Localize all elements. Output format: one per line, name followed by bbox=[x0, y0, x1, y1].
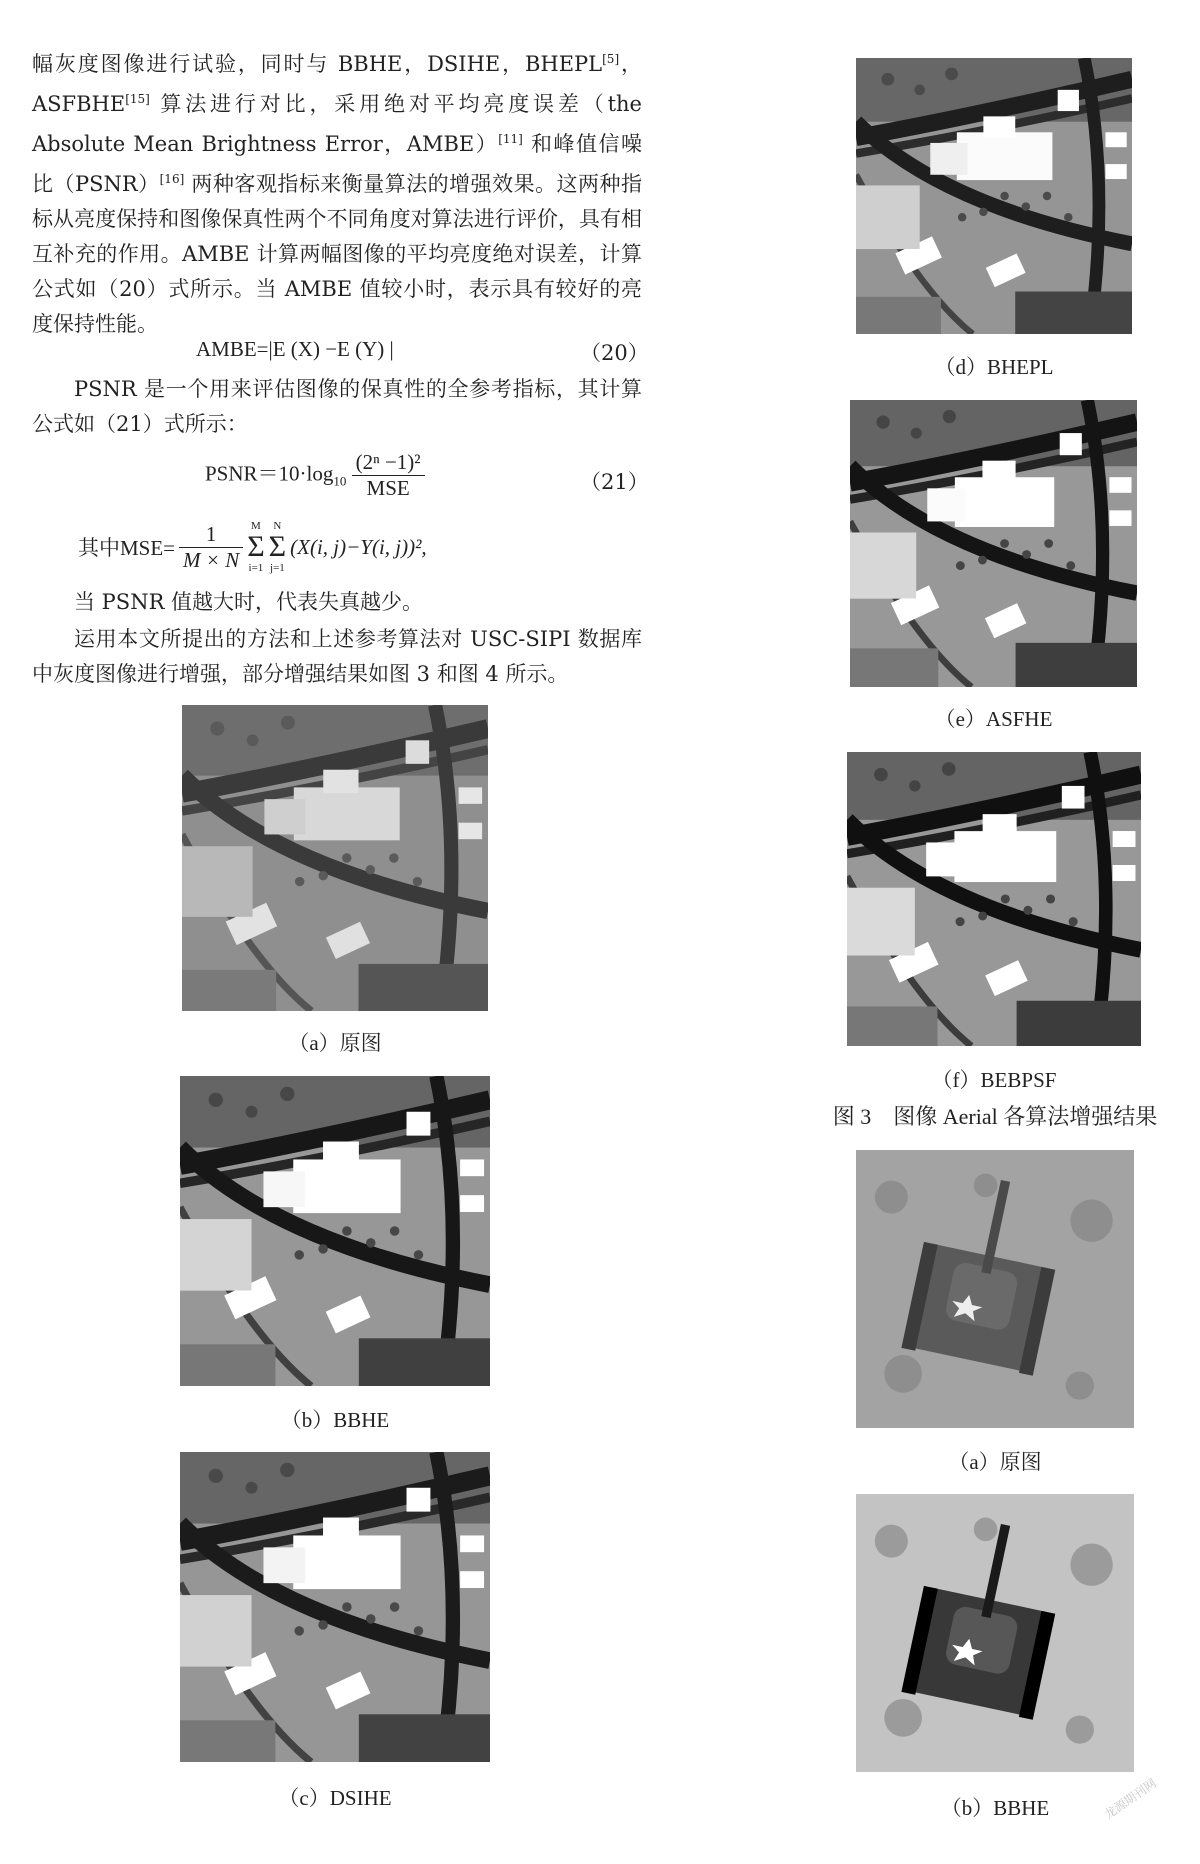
sum-lower: j=1 bbox=[270, 562, 285, 574]
fraction-numerator: 1 bbox=[179, 522, 243, 548]
body-paragraph-2: PSNR 是一个用来评估图像的保真性的全参考指标，其计算公式如（21）式所示： bbox=[32, 377, 642, 436]
sum-upper: N bbox=[273, 520, 282, 532]
figure-3-caption: 图 3 图像 Aerial 各算法增强结果 bbox=[832, 1104, 1158, 1129]
paragraph-text: 和峰值信噪比（PSNR） bbox=[32, 132, 642, 196]
figure-3e-caption: （e）ASFHE bbox=[934, 707, 1053, 731]
paragraph-text: ，ASFBHE bbox=[32, 52, 642, 116]
equation-21-number: （21） bbox=[580, 470, 649, 494]
watermark: 龙源期刊网 bbox=[1101, 1775, 1159, 1822]
equation-21 bbox=[205, 450, 425, 501]
figure-3f-caption: （f）BEBPSF bbox=[931, 1068, 1057, 1092]
sum-j: N Σ j=1 bbox=[268, 520, 287, 574]
equation-20-number: （20） bbox=[580, 341, 649, 365]
citation-ref: [15] bbox=[125, 92, 150, 106]
equation-mse bbox=[78, 520, 427, 574]
figure-3a-caption: （a）原图 bbox=[288, 1031, 382, 1055]
paragraph-text: 幅灰度图像进行试验，同时与 BBHE，DSIHE，BHEPL bbox=[32, 52, 603, 76]
figure-3f-image bbox=[847, 752, 1141, 1046]
figure-4a-image bbox=[856, 1150, 1134, 1428]
body-paragraph-3: 当 PSNR 值越大时，代表失真越少。 bbox=[74, 590, 424, 614]
sum-lower: i=1 bbox=[248, 562, 264, 574]
figure-4a-caption: （a）原图 bbox=[948, 1450, 1042, 1474]
sum-upper: M bbox=[251, 520, 261, 532]
fraction-numerator: (2ⁿ −1)² bbox=[352, 450, 425, 476]
citation-ref: [11] bbox=[498, 132, 523, 146]
paragraph-text: 算法进行对比，采用绝对平均亮度误差（the Absolute Mean Brightness Error，AMBE） bbox=[32, 92, 642, 156]
citation-ref: [16] bbox=[159, 172, 185, 186]
figure-3a-image bbox=[182, 705, 488, 1011]
sum-i: M Σ i=1 bbox=[247, 520, 265, 574]
equation-21-lhs: PSNR＝10·log bbox=[205, 461, 334, 486]
figure-3b-caption: （b）BBHE bbox=[280, 1408, 390, 1432]
fraction-denominator: M × N bbox=[183, 547, 240, 572]
mse-fraction bbox=[179, 522, 243, 573]
figure-3d-caption: （d）BHEPL bbox=[934, 355, 1054, 379]
mse-prefix: 其中MSE= bbox=[78, 536, 176, 560]
body-paragraph-4: 运用本文所提出的方法和上述参考算法对 USC-SIPI 数据库中灰度图像进行增强，部分增强结果如图 3 和图 4 所示。 bbox=[32, 627, 642, 686]
figure-4b-caption: （b）BBHE bbox=[940, 1796, 1050, 1820]
figure-4b-image bbox=[856, 1494, 1134, 1772]
body-paragraph-1 bbox=[32, 42, 642, 342]
log-subscript: 10 bbox=[333, 473, 347, 489]
equation-20: AMBE=|E (X) −E (Y) | bbox=[196, 337, 394, 361]
figure-3c-caption: （c）DSIHE bbox=[278, 1786, 392, 1810]
figure-3e-image bbox=[850, 400, 1137, 687]
fraction-denominator: MSE bbox=[366, 476, 410, 500]
figure-3b-image bbox=[180, 1076, 490, 1386]
mse-body: (X(i, j)−Y(i, j))², bbox=[290, 534, 427, 559]
paragraph-text: 两种客观指标来衡量算法的增强效果。这两种指标从亮度保持和图像保真性两个不同角度对算法进行评价，具有相互补充的作用。AMBE 计算两幅图像的平均亮度绝对误差，计算公式如（20）式所示。当 AMBE 值较小时，表示具有较好的亮度保持性能。 bbox=[32, 172, 642, 336]
figure-3d-image bbox=[856, 58, 1132, 334]
psnr-fraction bbox=[352, 450, 425, 501]
figure-3c-image bbox=[180, 1452, 490, 1762]
citation-ref: [5] bbox=[602, 52, 620, 66]
